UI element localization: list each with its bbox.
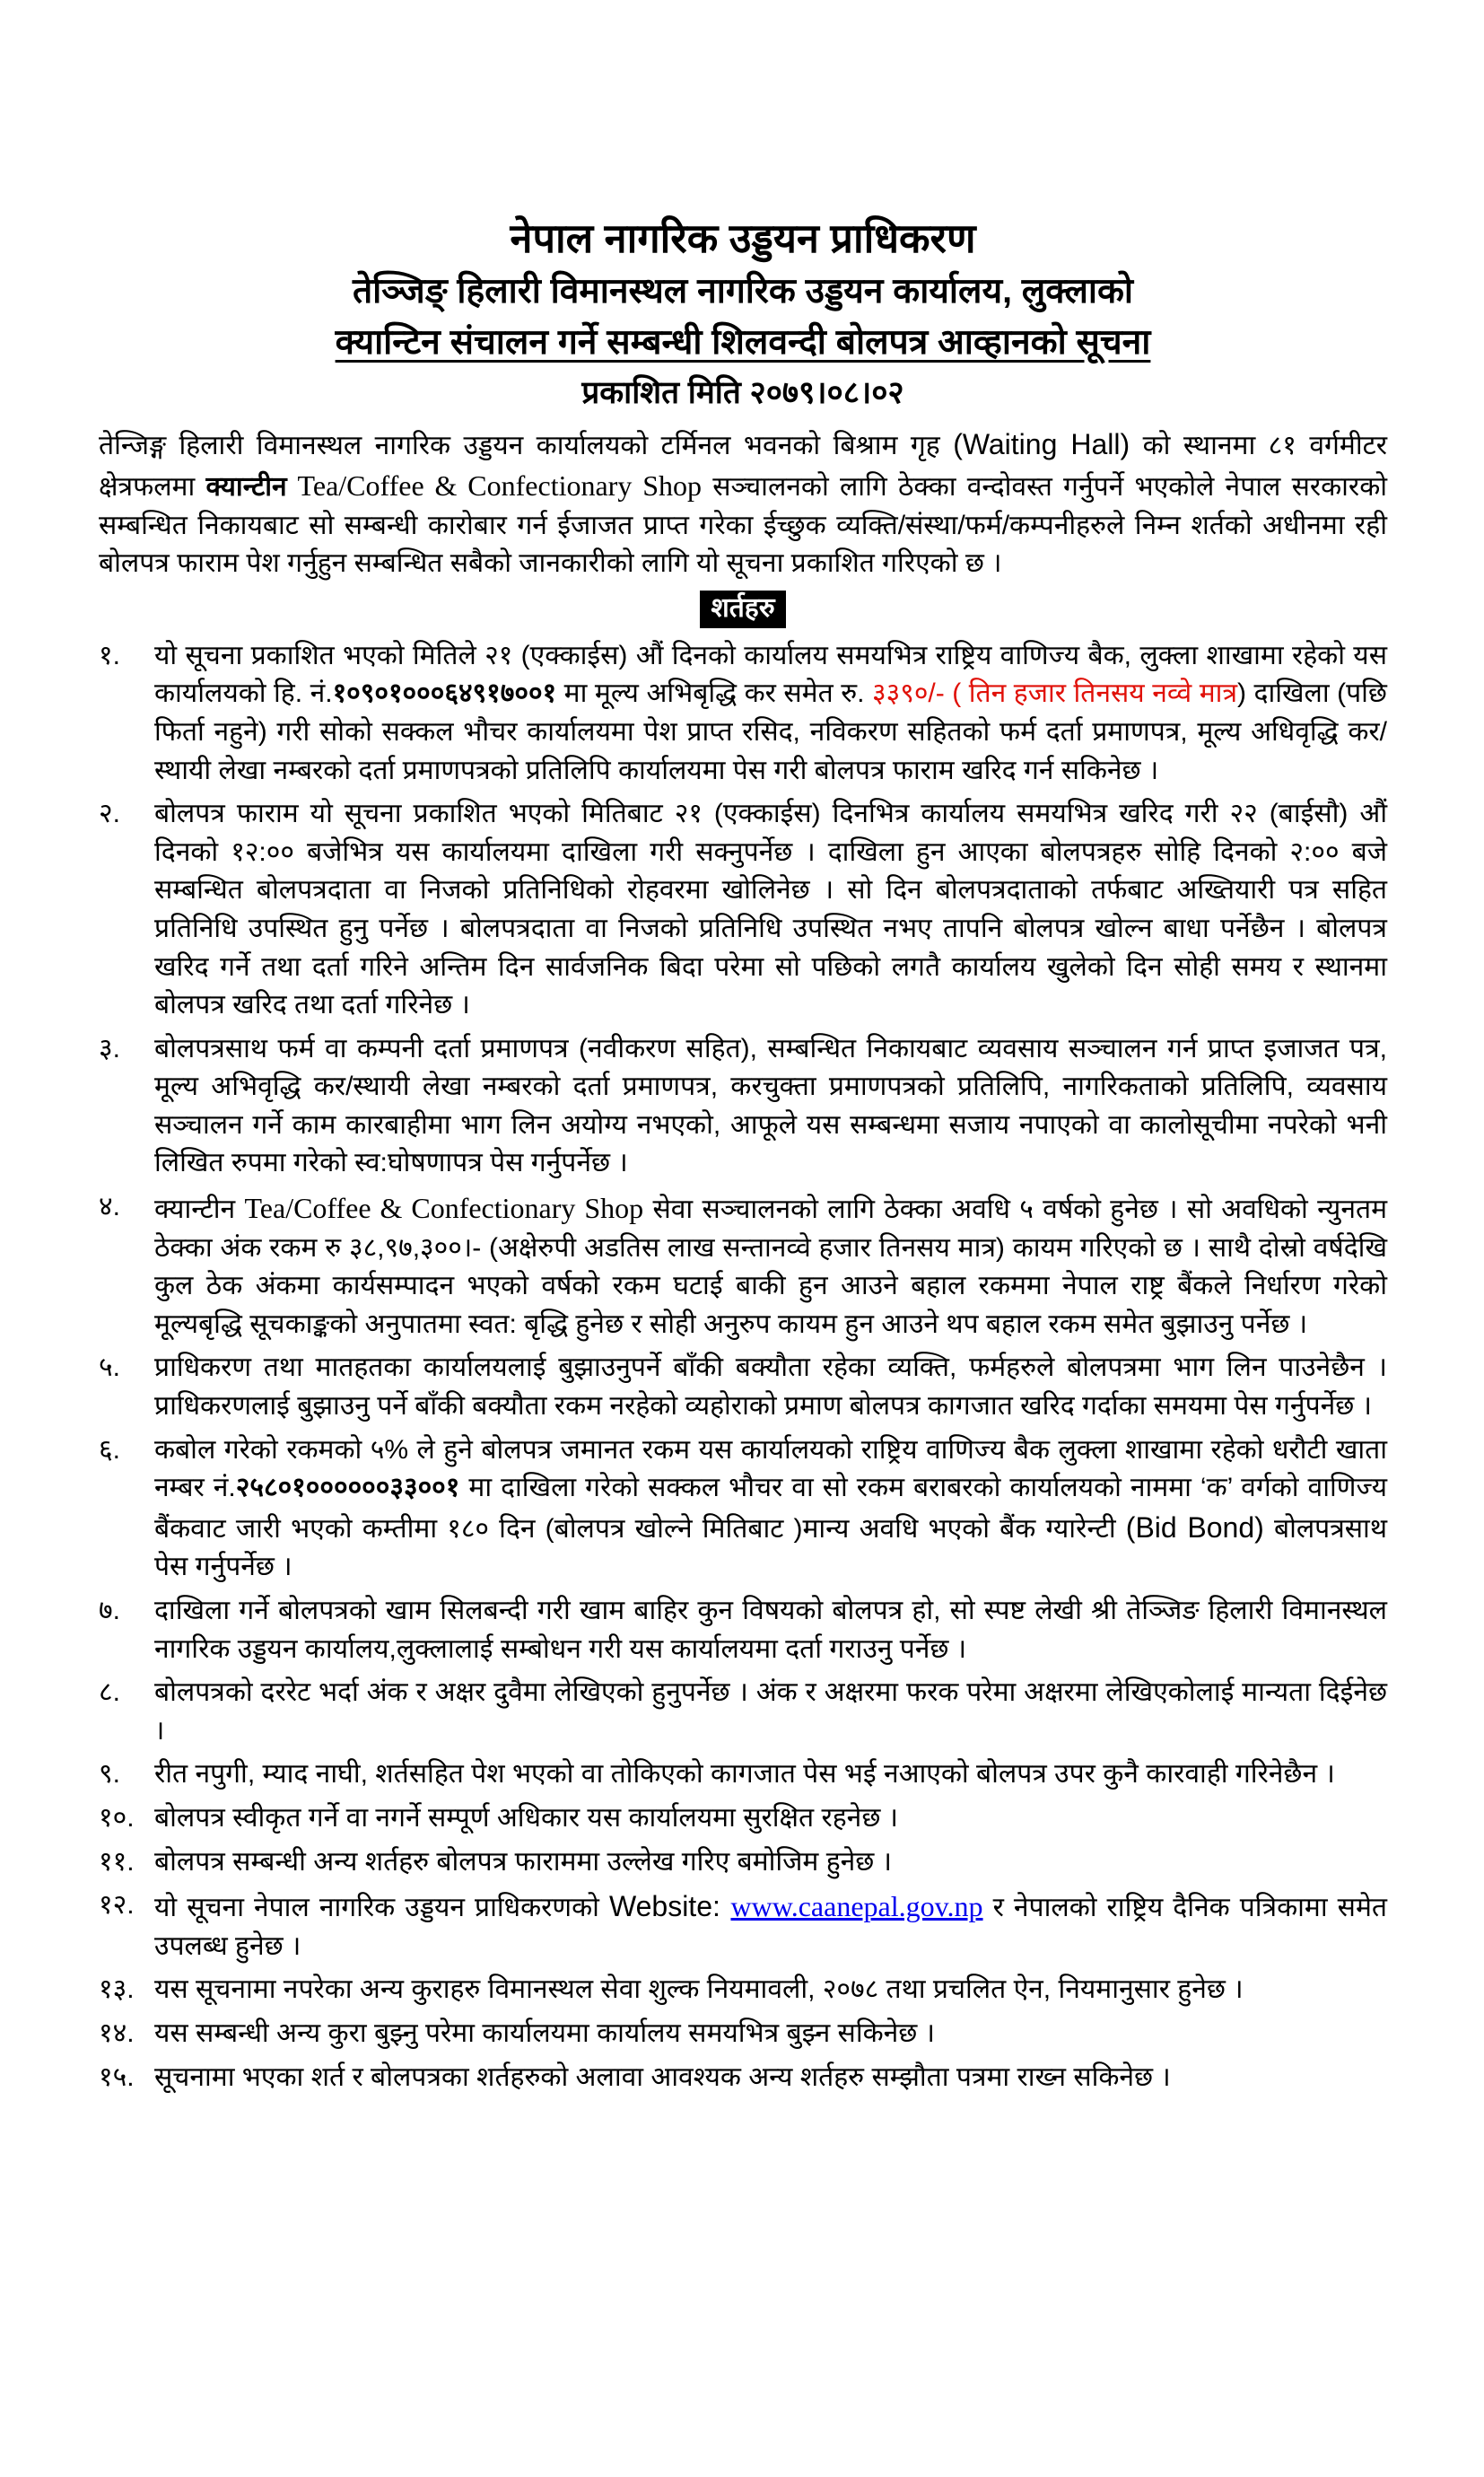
- text-segment: मा दाखिला गरेको सक्कल भौचर वा सो रकम बराबरको कार्यालयको नाममा ‘क’ वर्गको वाणिज्य बैंकवाट जारी भएको कम्तीमा १८० दिन (बोलपत्र खोल्ने मितिबाट )मान्य अवधि भएको बैंक ग्यारेन्टी: [154, 1473, 1388, 1544]
- term-number: ९.: [99, 1759, 120, 1790]
- text-segment: बोलपत्रसाथ पेस गर्नुपर्नेछ ।: [154, 1513, 1387, 1582]
- term-number: १२.: [99, 1890, 135, 1921]
- term-text: [154, 1971, 1387, 2009]
- term-number: १५.: [99, 2061, 135, 2092]
- term-text: [154, 1030, 1387, 1183]
- text-segment: को स्थानमा ८१ वर्गमीटर क्षेत्रफलमा: [99, 431, 1388, 502]
- text-segment: Website:: [608, 1890, 731, 1923]
- text-segment: बोलपत्र स्वीकृत गर्ने वा नगर्ने सम्पूर्ण अधिकार यस कार्यालयमा सुरक्षित रहनेछ ।: [154, 1802, 899, 1833]
- term-number: ८.: [99, 1677, 120, 1708]
- text-segment: क्यान्टीन: [205, 471, 287, 502]
- website-link[interactable]: www.caanepal.gov.np: [730, 1890, 983, 1923]
- term-text: [154, 1843, 1387, 1882]
- text-segment: ) दाखिला (पछि फिर्ता नहुने) गरी सोको सक्कल भौचर कार्यालयमा पेश प्राप्त रसिद, नविकरण सहितको फर्म दर्ता प्रमाणपत्र, मूल्य अधिवृद्धि कर/ स्थायी लेखा नम्बरको दर्ता प्रमाणपत्रको प्रतिलिपि कार्यालयमा पेस गरी बोलपत्र फाराम खरिद गर्न सकिनेछ ।: [154, 678, 1387, 785]
- text-segment: प्राधिकरण तथा मातहतका कार्यालयलाई बुझाउनुपर्ने बाँकी बक्यौता रहेका व्यक्ति, फर्महरुले बोलपत्रमा भाग लिन पाउनेछैन । प्राधिकरणलाई बुझाउनु पर्ने बाँकी बक्यौता रकम नरहेको व्यहोराको प्रमाण बोलपत्र कागजात खरिद गर्दाका समयमा पेस गर्नुपर्नेछ ।: [154, 1352, 1387, 1422]
- text-segment: सञ्चालनको लागि ठेक्का वन्दोवस्त गर्नुपर्ने भएकोले नेपाल सरकारको सम्बन्धित निकायबाट सो सम्बन्धी कारोबार गर्न ईजाजत प्राप्त गरेका ईच्छुक व्यक्ति/संस्था/फर्म/कम्पनीहरुले निम्न शर्तको अधीनमा रही बोलपत्र फाराम पेश गर्नुहुन सम्बन्धित सबैको जानकारीको लागि यो सूचना प्रकाशित गरिएको छ ।: [99, 471, 1388, 579]
- term-number: ६.: [99, 1434, 120, 1465]
- text-segment: Tea/Coffee & Confectionary Shop: [244, 1192, 644, 1225]
- term-item: [99, 1886, 1387, 1965]
- term-text: [154, 1886, 1387, 1965]
- text-segment: (Bid Bond): [1125, 1510, 1264, 1544]
- term-text: [154, 1431, 1387, 1587]
- term-text: [154, 1592, 1387, 1668]
- term-item: [99, 1971, 1387, 2009]
- term-item: [99, 1349, 1387, 1425]
- text-segment: रीत नपुगी, म्याद नाघी, शर्तसहित पेश भएको वा तोकिएको कागजात पेस भई नआएको बोलपत्र उपर कुनै कारवाही गरिनेछैन ।: [154, 1759, 1335, 1790]
- text-segment: बोलपत्र सम्बन्धी अन्य शर्तहरु बोलपत्र फाराममा उल्लेख गरिए बमोजिम हुनेछ ।: [154, 1846, 893, 1877]
- term-item: [99, 1188, 1387, 1344]
- term-item: [99, 795, 1387, 1025]
- term-item: [99, 1592, 1387, 1668]
- term-text: [154, 1755, 1387, 1794]
- term-number: १०.: [99, 1802, 135, 1833]
- text-segment: [287, 469, 298, 502]
- text-segment: कबोल गरेको रकमको ५% ले हुने बोलपत्र जमानत रकम यस कार्यालयको राष्ट्रिय वाणिज्य बैक लुक्ला शाखामा रहेको धरौटी खाता नम्बर नं.: [154, 1434, 1387, 1503]
- term-text: [154, 1674, 1387, 1750]
- term-text: [154, 1188, 1387, 1344]
- text-segment: Tea/Coffee & Confectionary Shop: [297, 468, 703, 502]
- text-segment: बोलपत्र फाराम यो सूचना प्रकाशित भएको मितिबाट २१ (एक्काईस) दिनभित्र कार्यालय समयभित्र खरिद गरी २२ (बाईसौ) औं दिनको १२:०० बजेभित्र यस कार्यालयमा दाखिला गरी सक्नुपर्नेछ । दाखिला हुन आएका बोलपत्रहरु सोहि दिनको २:०० बजे सम्बन्धित बोलपत्रदाता वा निजको प्रतिनिधिको रोहवरमा खोलिनेछ । सो दिन बोलपत्रदाताको तर्फबाट अख्तियारी पत्र सहित प्रतिनिधि उपस्थित हुनु पर्नेछ । बोलपत्रदाता वा निजको प्रतिनिधि उपस्थित नभए तापनि बोलपत्र खोल्न बाधा पर्नेछैन । बोलपत्र खरिद गर्ने तथा दर्ता गरिने अन्तिम दिन सार्वजनिक बिदा परेमा सो पछिको लगतै कार्यालय खुलेको दिन सोही समय र स्थानमा बोलपत्र खरिद तथा दर्ता गरिनेछ ।: [154, 799, 1387, 1020]
- notice-title: क्यान्टिन संचालन गर्ने सम्बन्धी शिलवन्दी बोलपत्र आव्हानको सूचना: [335, 322, 1151, 362]
- text-segment: १०९०१०००६४९१७००१: [332, 678, 557, 709]
- term-number: १४.: [99, 2017, 135, 2048]
- text-segment: (Waiting Hall): [953, 428, 1130, 461]
- term-item: [99, 1030, 1387, 1183]
- text-segment: सूचनामा भएका शर्त र बोलपत्रका शर्तहरुको अलावा आवश्यक अन्य शर्तहरु सम्झौता पत्रमा राख्न सकिनेछ ।: [154, 2061, 1171, 2092]
- term-number: १३.: [99, 1974, 135, 2005]
- term-text: [154, 2059, 1387, 2097]
- term-number: ५.: [99, 1352, 120, 1383]
- term-text: [154, 1349, 1387, 1425]
- text-segment: यस सूचनामा नपरेका अन्य कुराहरु विमानस्थल सेवा शुल्क नियमावली, २०७८ तथा प्रचलित ऐन, नियमानुसार हुनेछ ।: [154, 1974, 1244, 2005]
- terms-heading: शर्तहरु: [700, 591, 785, 628]
- text-segment: सेवा सञ्चालनको लागि ठेक्का अवधि ५ वर्षको हुनेछ । सो अवधिको न्युनतम ठेक्का अंक रकम रु ३८,९७,३००।- (अक्षेरुपी अडतिस लाख सन्तानव्वे हजार तिनसय मात्र) कायम गरिएको छ । साथै दोस्रो वर्षदेखि कुल ठेक अंकमा कार्यसम्पादन भएको वर्षको रकम घटाई बाकी हुन आउने बहाल रकममा नेपाल राष्ट्र बैंकले निर्धारण गरेको मूल्यबृद्धि सूचकाङ्कको अनुपातमा स्वत: बृद्धि हुनेछ र सोही अनुरुप कायम हुन आउने थप बहाल रकम समेत बुझाउनु पर्नेछ ।: [154, 1195, 1388, 1339]
- term-text: [154, 637, 1387, 790]
- term-number: ७.: [99, 1596, 120, 1625]
- term-number: १.: [99, 640, 120, 670]
- term-item: [99, 2059, 1387, 2097]
- published-date: प्रकाशित मिति २०७९।०८।०२: [581, 374, 904, 410]
- text-segment: २५८०१००००००३३००१: [235, 1473, 460, 1503]
- text-segment: दाखिला गर्ने बोलपत्रको खाम सिलबन्दी गरी खाम बाहिर कुन विषयको बोलपत्र हो, सो स्पष्ट लेखी श्री तेञ्जिङ हिलारी विमानस्थल नागरिक उड्डयन कार्यालय,लुक्लालाई सम्बोधन गरी यस कार्यालयमा दर्ता गराउनु पर्नेछ ।: [154, 1596, 1387, 1664]
- term-item: [99, 1799, 1387, 1838]
- term-item: [99, 1674, 1387, 1750]
- intro-paragraph: [99, 425, 1387, 582]
- term-number: ४.: [99, 1192, 120, 1222]
- term-item: [99, 1431, 1387, 1587]
- term-item: [99, 1755, 1387, 1794]
- term-item: [99, 637, 1387, 790]
- text-segment: ३३९०/- ( तिन हजार तिनसय नव्वे मात्र: [872, 678, 1238, 709]
- term-number: २.: [99, 799, 120, 829]
- terms-list: [99, 637, 1387, 2096]
- text-segment: मा मूल्य अभिबृद्धि कर समेत रु.: [556, 678, 873, 709]
- office-title: तेञ्जिङ् हिलारी विमानस्थल नागरिक उड्डयन कार्यालय, लुक्लाको: [352, 272, 1134, 311]
- text-segment: यो सूचना नेपाल नागरिक उड्डयन प्राधिकरणको: [154, 1893, 609, 1923]
- text-segment: यो सूचना प्रकाशित भएको मितिले २१ (एक्काईस) औं दिनको कार्यालय समयभित्र राष्ट्रिय वाणिज्य बैक, लुक्ला शाखामा रहेको यस कार्यालयको हि. नं.: [154, 640, 1387, 709]
- term-text: [154, 1799, 1387, 1838]
- text-segment: क्यान्टीन: [154, 1195, 245, 1225]
- title-block: [99, 214, 1387, 412]
- term-text: [154, 2015, 1387, 2053]
- org-title: नेपाल नागरिक उड्डयन प्राधिकरण: [510, 215, 976, 261]
- term-number: ११.: [99, 1846, 135, 1877]
- text-segment: बोलपत्रको दररेट भर्दा अंक र अक्षर दुवैमा लेखिएको हुनुपर्नेछ । अंक र अक्षरमा फरक परेमा अक्षरमा लेखिएकोलाई मान्यता दिईनेछ ।: [154, 1677, 1387, 1746]
- text-segment: यस सम्बन्धी अन्य कुरा बुझ्नु परेमा कार्यालयमा कार्यालय समयभित्र बुझ्न सकिनेछ ।: [154, 2017, 936, 2048]
- text-segment: तेन्जिङ्ग हिलारी विमानस्थल नागरिक उड्डयन कार्यालयको टर्मिनल भवनको बिश्राम गृह: [99, 431, 954, 461]
- text-segment: बोलपत्रसाथ फर्म वा कम्पनी दर्ता प्रमाणपत्र (नवीकरण सहित), सम्बन्धित निकायबाट व्यवसाय सञ्चालन गर्न प्राप्त इजाजत पत्र, मूल्य अभिवृद्धि कर/स्थायी लेखा नम्बरको दर्ता प्रमाणपत्र, करचुक्ता प्रमाणपत्रको प्रतिलिपि, नागरिकताको प्रतिलिपि, व्यवसाय सञ्चालन गर्ने काम कारबाहीमा भाग लिन अयोग्य नभएको, आफूले यस सम्बन्धमा सजाय नपाएको वा कालोसूचीमा नपरेको भनी लिखित रुपमा गरेको स्व:घोषणापत्र पेस गर्नुपर्नेछ ।: [154, 1033, 1387, 1178]
- term-text: [154, 795, 1387, 1025]
- terms-heading-wrap: [99, 591, 1387, 628]
- term-item: [99, 1843, 1387, 1882]
- term-number: ३.: [99, 1033, 120, 1063]
- term-item: [99, 2015, 1387, 2053]
- text-segment: र नेपालको राष्ट्रिय दैनिक पत्रिकामा समेत उपलब्ध हुनेछ ।: [154, 1893, 1387, 1961]
